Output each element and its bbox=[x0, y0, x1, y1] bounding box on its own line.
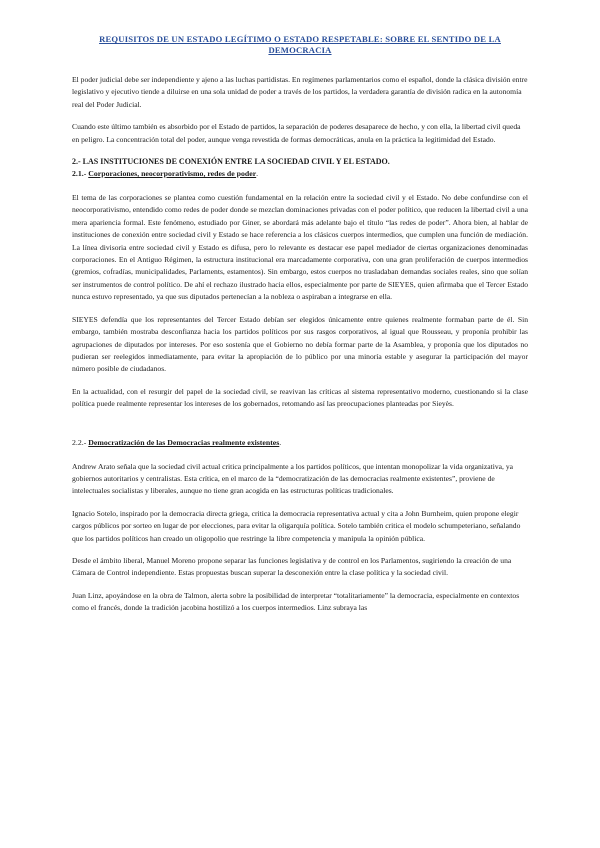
section-2-2-paragraph-4: Juan Linz, apoyándose en la obra de Talmon, alerta sobre la posibilidad de interpretar “totalitariamente” la democracia, especialmente en contextos como el francés, donde la tradición jacobina hostilizó a los cuerpos intermedios. Linz subraya las bbox=[72, 590, 520, 613]
document-title-line1: REQUISITOS DE UN ESTADO LEGÍTIMO O ESTADO RESPETABLE: SOBRE EL SENTIDO DE LA bbox=[99, 34, 501, 44]
section-2-heading bbox=[72, 156, 528, 168]
subsection-2-2-end: . bbox=[279, 437, 282, 447]
intro-paragraph-1: El poder judicial debe ser independiente y ajeno a las luchas partidistas. En regímenes parlamentarios como el español, donde la clásica división entre legislativo y ejecutivo tiende a diluirse en una sola unidad de poder a través de los partidos, la verdadera garantía de división radica en la autonomía real del Poder Judicial. bbox=[72, 75, 528, 109]
subsection-2-2-heading bbox=[72, 437, 528, 449]
section-2-1-paragraph-3: En la actualidad, con el resurgir del papel de la sociedad civil, se reavivan las críticas al sistema representativo moderno, cuestionando si la clase política puede realmente representar los intereses de los gobernados, retomando así las preocupaciones planteadas por Sieyès. bbox=[72, 386, 528, 409]
subsection-2-1-end: . bbox=[256, 169, 259, 179]
section-2-2-paragraph-2: Ignacio Sotelo, inspirado por la democracia directa griega, critica la democracia representativa actual y cita a John Burnheim, quien propone elegir cargos públicos por sorteo en lugar de por elecciones, para evitar la oligarquía política. Sotelo también critica el modelo schumpeteriano, señalando que los partidos políticos han creado un oligopolio que restringe la libre competencia y manipula la opinión pública. bbox=[72, 508, 521, 543]
section-2-1-paragraph-2: SIEYES defendía que los representantes del Tercer Estado debían ser elegidos únicamente entre quienes realmente formaban parte de él. Sin embargo, también mostraba desconfianza hacia los partidos políticos por sus rasgos corporativos, al igual que Rousseau, y proponía prohibir las agrupaciones de diputados por intereses. Por eso sostenía que el Gobierno no debía formar parte de la Asamblea, y proponía que los diputados no pudieran ser reelegidos inmediatamente, para evitar la apropiación de lo público por una minoría estable y asegurar la participación del mayor número posible de ciudadanos. bbox=[72, 314, 528, 374]
section-2-2-paragraph-3: Desde el ámbito liberal, Manuel Moreno propone separar las funciones legislativa y de control en los Parlamentos, sugiriendo la creación de una Cámara de Control independiente. Estas propuestas buscan superar la desconexión entre la clase política y la sociedad civil. bbox=[72, 555, 512, 578]
document-title-line2: DEMOCRACIA bbox=[268, 45, 332, 55]
section-2-heading-text: 2.- LAS INSTITUCIONES DE CONEXIÓN ENTRE LA SOCIEDAD CIVIL Y EL ESTADO bbox=[72, 157, 388, 167]
intro-paragraph-2: Cuando este último también es absorbido por el Estado de partidos, la separación de poderes desaparece de hecho, y con ella, la libertad civil queda en peligro. La concentración total del poder, aunque venga revestida de formas democráticas, anula en la práctica la legitimidad del Estado. bbox=[72, 122, 521, 144]
document-title bbox=[72, 34, 528, 56]
section-2-heading-end: . bbox=[387, 157, 390, 167]
section-2-1-paragraph-1: El tema de las corporaciones se plantea como cuestión fundamental en la relación entre la sociedad civil y el Estado. No debe confundirse con el neocorporativismo, entendido como redes de poder donde se mezclan dominaciones privadas con el poder político, que reducen la libertad civil a una mera apariencia formal. Este fenómeno, estudiado por Giner, se abordará más adelante bajo el título “las redes de poder”. Ahora bien, al hablar de instituciones de conexión entre sociedad civil y Estado se hace referencia a los clásicos cuerpos intermedios, que cumplen una función de mediación. La línea divisoria entre sociedad civil y Estado es difusa, pero lo relevante es destacar ese papel mediador de ciertas organizaciones denominadas corporaciones. En el Antiguo Régimen, la estructura institucional era marcadamente corporativa, con una gran proliferación de cuerpos intermedios (gremios, cofradías, municipalidades, Parlaments, estamentos). Sin embargo, estos cuerpos no trasladaban demandas sociales reales, sino que solían ser instrumentos de control político. De ahí el rechazo ilustrado hacia ellos, especialmente por parte de SIEYES, quien afirmaba que el Tercer Estado nunca estuvo representado, ya que sus diputados pertenecían a la nobleza o aspiraban a integrarse en ella. bbox=[72, 193, 528, 302]
subsection-2-1-number: 2.1.- bbox=[72, 169, 89, 179]
subsection-2-2-number: 2.2.- bbox=[72, 437, 89, 447]
section-2-2-paragraph-1: Andrew Arato señala que la sociedad civil actual critica principalmente a los partidos políticos, que intentan monopolizar la vida organizativa, ya gobiernos autoritarios y centralistas. Esta crítica, en el marco de la “democratización de las democracias realmente existentes”, proviene de intelectuales socialistas y liberales, aunque no tiene gran acogida en las estructuras políticas tradicionales. bbox=[72, 461, 513, 496]
subsection-2-1-title: Corporaciones, neocorporativismo, redes de poder bbox=[88, 169, 257, 179]
subsection-2-1-heading bbox=[72, 168, 528, 180]
subsection-2-2-title: Democratización de las Democracias realmente existentes bbox=[88, 437, 280, 447]
